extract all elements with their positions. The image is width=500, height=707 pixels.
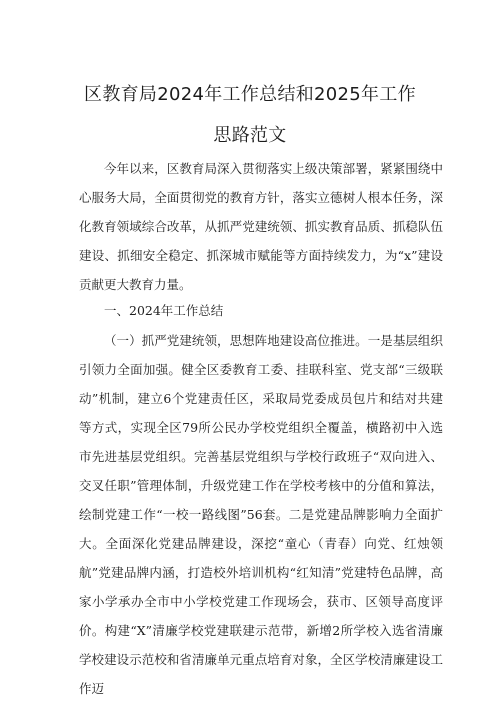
document-title-line-1: 区教育局2024年工作总结和2025年工作 bbox=[84, 84, 416, 105]
intro-paragraph: 今年以来，区教育局深入贯彻落实上级决策部署，紧紧围绕中心服务大局，全面贯彻党的教育方针，落实立德树人根本任务，深化教育领域综合改革，从抓严党建统领、抓实教育品质、抓稳队伍建设、抓细安全稳定、抓深城市赋能等方面持续发力，为“x”建设贡献更大教育力量。 bbox=[79, 161, 443, 292]
section-heading: 一、2024年工作总结 bbox=[104, 303, 224, 318]
document-title-line-2: 思路范文 bbox=[213, 125, 287, 146]
body-paragraph: （一）抓严党建统领，思想阵地建设高位推进。一是基层组织引领力全面加强。健全区委教育工委、挂联科室、党支部“三级联动”机制，建立6个党建责任区，采取局党委成员包片和结对共建等方式，实现全区79所公民办学校党组织全覆盖，横路初中入选市先进基层党组织。完善基层党组织与学校行政班子“双向进入、交叉任职”管理体制，升级党建工作在学校考核中的分值和算法，绘制党建工作“一校一路线图”56套。二是党建品牌影响力全面扩大。全面深化党建品牌建设，深挖“童心（青春）向党、红烛领航”党建品牌内涵，打造校外培训机构“红知清”党建特色品牌，高家小学承办全市中小学校党建工作现场会，获市、区领导高度评价。构建“X”清廉学校党建联建示范带，新增2所学校入选省清廉学校建设示范校和省清廉单元重点培育对象，全区学校清廉建设工作迈 bbox=[79, 333, 443, 696]
